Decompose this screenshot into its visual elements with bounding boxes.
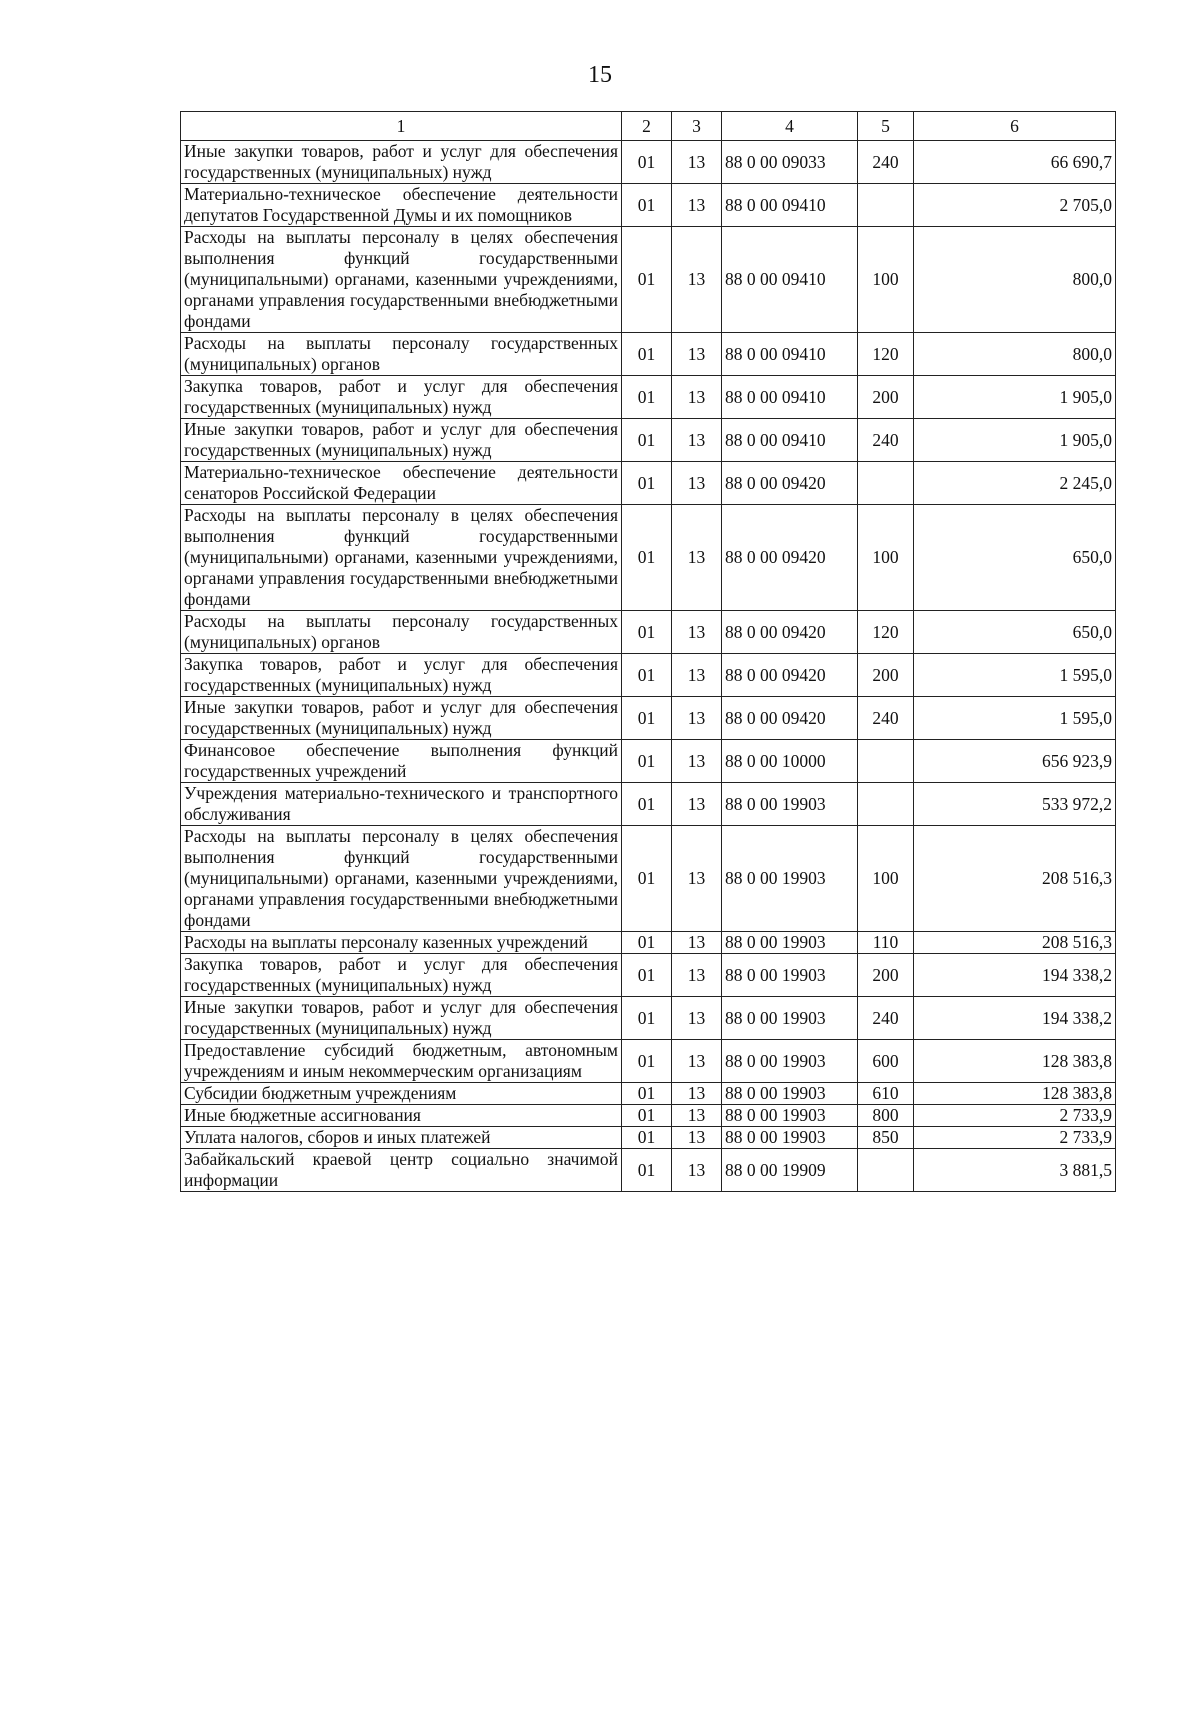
cell-amount: 800,0 xyxy=(914,333,1116,376)
cell-name: Закупка товаров, работ и услуг для обеспечения государственных (муниципальных) нужд xyxy=(181,654,622,697)
cell-target-code: 88 0 00 19903 xyxy=(722,1105,858,1127)
cell-subsection: 13 xyxy=(672,419,722,462)
cell-section: 01 xyxy=(622,932,672,954)
cell-name: Иные закупки товаров, работ и услуг для обеспечения государственных (муниципальных) нужд xyxy=(181,997,622,1040)
cell-subsection: 13 xyxy=(672,954,722,997)
cell-subsection: 13 xyxy=(672,141,722,184)
table-row xyxy=(181,1105,1116,1127)
cell-expense-type: 100 xyxy=(858,505,914,611)
cell-target-code: 88 0 00 09420 xyxy=(722,505,858,611)
cell-subsection: 13 xyxy=(672,697,722,740)
table-row xyxy=(181,997,1116,1040)
cell-expense-type xyxy=(858,184,914,227)
cell-subsection: 13 xyxy=(672,462,722,505)
table-row xyxy=(181,376,1116,419)
cell-section: 01 xyxy=(622,227,672,333)
cell-name: Забайкальский краевой центр социально значимой информации xyxy=(181,1149,622,1192)
cell-section: 01 xyxy=(622,654,672,697)
cell-target-code: 88 0 00 19903 xyxy=(722,1040,858,1083)
cell-amount: 1 905,0 xyxy=(914,419,1116,462)
cell-name: Материально-техническое обеспечение деятельности депутатов Государственной Думы и их помощников xyxy=(181,184,622,227)
header-col-3: 3 xyxy=(672,112,722,141)
cell-expense-type: 600 xyxy=(858,1040,914,1083)
cell-subsection: 13 xyxy=(672,333,722,376)
cell-name: Уплата налогов, сборов и иных платежей xyxy=(181,1127,622,1149)
cell-subsection: 13 xyxy=(672,184,722,227)
cell-section: 01 xyxy=(622,1127,672,1149)
cell-subsection: 13 xyxy=(672,654,722,697)
cell-amount: 800,0 xyxy=(914,227,1116,333)
table-row xyxy=(181,954,1116,997)
table-row xyxy=(181,740,1116,783)
cell-section: 01 xyxy=(622,419,672,462)
cell-target-code: 88 0 00 10000 xyxy=(722,740,858,783)
cell-target-code: 88 0 00 09420 xyxy=(722,611,858,654)
cell-subsection: 13 xyxy=(672,376,722,419)
cell-section: 01 xyxy=(622,697,672,740)
cell-name: Закупка товаров, работ и услуг для обеспечения государственных (муниципальных) нужд xyxy=(181,376,622,419)
cell-subsection: 13 xyxy=(672,1040,722,1083)
cell-target-code: 88 0 00 09410 xyxy=(722,376,858,419)
cell-expense-type: 610 xyxy=(858,1083,914,1105)
cell-target-code: 88 0 00 19903 xyxy=(722,1083,858,1105)
cell-subsection: 13 xyxy=(672,932,722,954)
cell-amount: 2 733,9 xyxy=(914,1127,1116,1149)
header-col-6: 6 xyxy=(914,112,1116,141)
cell-amount: 2 245,0 xyxy=(914,462,1116,505)
cell-expense-type: 800 xyxy=(858,1105,914,1127)
table-row xyxy=(181,141,1116,184)
cell-amount: 66 690,7 xyxy=(914,141,1116,184)
cell-expense-type: 110 xyxy=(858,932,914,954)
table-row xyxy=(181,1083,1116,1105)
cell-amount: 208 516,3 xyxy=(914,826,1116,932)
cell-name: Иные закупки товаров, работ и услуг для обеспечения государственных (муниципальных) нужд xyxy=(181,697,622,740)
table-row xyxy=(181,462,1116,505)
cell-amount: 2 705,0 xyxy=(914,184,1116,227)
cell-name: Расходы на выплаты персоналу казенных учреждений xyxy=(181,932,622,954)
cell-amount: 2 733,9 xyxy=(914,1105,1116,1127)
cell-target-code: 88 0 00 09410 xyxy=(722,184,858,227)
cell-amount: 208 516,3 xyxy=(914,932,1116,954)
cell-name: Иные бюджетные ассигнования xyxy=(181,1105,622,1127)
cell-subsection: 13 xyxy=(672,611,722,654)
cell-amount: 650,0 xyxy=(914,505,1116,611)
cell-amount: 194 338,2 xyxy=(914,954,1116,997)
cell-amount: 533 972,2 xyxy=(914,783,1116,826)
cell-subsection: 13 xyxy=(672,1127,722,1149)
cell-expense-type xyxy=(858,783,914,826)
cell-section: 01 xyxy=(622,184,672,227)
cell-section: 01 xyxy=(622,462,672,505)
cell-expense-type: 240 xyxy=(858,141,914,184)
cell-section: 01 xyxy=(622,1040,672,1083)
cell-target-code: 88 0 00 19903 xyxy=(722,826,858,932)
table-row xyxy=(181,1040,1116,1083)
cell-subsection: 13 xyxy=(672,1149,722,1192)
cell-amount: 1 595,0 xyxy=(914,654,1116,697)
cell-name: Финансовое обеспечение выполнения функций государственных учреждений xyxy=(181,740,622,783)
cell-expense-type: 100 xyxy=(858,826,914,932)
cell-section: 01 xyxy=(622,826,672,932)
cell-name: Учреждения материально-технического и транспортного обслуживания xyxy=(181,783,622,826)
cell-target-code: 88 0 00 09410 xyxy=(722,419,858,462)
cell-section: 01 xyxy=(622,1083,672,1105)
cell-expense-type: 240 xyxy=(858,697,914,740)
cell-amount: 1 595,0 xyxy=(914,697,1116,740)
cell-name: Расходы на выплаты персоналу государственных (муниципальных) органов xyxy=(181,611,622,654)
cell-expense-type: 200 xyxy=(858,654,914,697)
header-col-2: 2 xyxy=(622,112,672,141)
cell-name: Материально-техническое обеспечение деятельности сенаторов Российской Федерации xyxy=(181,462,622,505)
table-row xyxy=(181,1149,1116,1192)
cell-target-code: 88 0 00 19903 xyxy=(722,932,858,954)
page-number: 15 xyxy=(588,62,612,88)
cell-section: 01 xyxy=(622,1149,672,1192)
cell-name: Закупка товаров, работ и услуг для обеспечения государственных (муниципальных) нужд xyxy=(181,954,622,997)
cell-expense-type: 120 xyxy=(858,333,914,376)
cell-expense-type: 200 xyxy=(858,954,914,997)
cell-subsection: 13 xyxy=(672,505,722,611)
cell-section: 01 xyxy=(622,376,672,419)
cell-section: 01 xyxy=(622,954,672,997)
cell-target-code: 88 0 00 19903 xyxy=(722,997,858,1040)
cell-name: Расходы на выплаты персоналу в целях обеспечения выполнения функций государственными (муниципальными) органами, казенными учреждениями, органами управления государственными внебюджетными фондами xyxy=(181,505,622,611)
cell-target-code: 88 0 00 09420 xyxy=(722,462,858,505)
cell-expense-type: 100 xyxy=(858,227,914,333)
table-row xyxy=(181,932,1116,954)
cell-amount: 1 905,0 xyxy=(914,376,1116,419)
cell-expense-type: 120 xyxy=(858,611,914,654)
cell-section: 01 xyxy=(622,141,672,184)
table-row xyxy=(181,697,1116,740)
table-row xyxy=(181,333,1116,376)
cell-name: Расходы на выплаты персоналу в целях обеспечения выполнения функций государственными (муниципальными) органами, казенными учреждениями, органами управления государственными внебюджетными фондами xyxy=(181,227,622,333)
cell-expense-type xyxy=(858,462,914,505)
table-row xyxy=(181,1127,1116,1149)
cell-name: Расходы на выплаты персоналу в целях обеспечения выполнения функций государственными (муниципальными) органами, казенными учреждениями, органами управления государственными внебюджетными фондами xyxy=(181,826,622,932)
cell-amount: 194 338,2 xyxy=(914,997,1116,1040)
cell-subsection: 13 xyxy=(672,227,722,333)
table-row xyxy=(181,505,1116,611)
cell-expense-type: 200 xyxy=(858,376,914,419)
cell-section: 01 xyxy=(622,333,672,376)
cell-amount: 128 383,8 xyxy=(914,1083,1116,1105)
table-header-row xyxy=(181,112,1116,141)
cell-target-code: 88 0 00 09420 xyxy=(722,654,858,697)
cell-target-code: 88 0 00 09033 xyxy=(722,141,858,184)
cell-name: Предоставление субсидий бюджетным, автономным учреждениям и иным некоммерческим организациям xyxy=(181,1040,622,1083)
cell-target-code: 88 0 00 09410 xyxy=(722,333,858,376)
cell-section: 01 xyxy=(622,997,672,1040)
cell-section: 01 xyxy=(622,783,672,826)
table-row xyxy=(181,184,1116,227)
table-row xyxy=(181,826,1116,932)
cell-section: 01 xyxy=(622,505,672,611)
table-body xyxy=(181,141,1116,1192)
cell-target-code: 88 0 00 19903 xyxy=(722,1127,858,1149)
cell-expense-type xyxy=(858,740,914,783)
cell-target-code: 88 0 00 19909 xyxy=(722,1149,858,1192)
cell-name: Субсидии бюджетным учреждениям xyxy=(181,1083,622,1105)
table-row xyxy=(181,611,1116,654)
cell-target-code: 88 0 00 19903 xyxy=(722,954,858,997)
cell-amount: 656 923,9 xyxy=(914,740,1116,783)
cell-expense-type xyxy=(858,1149,914,1192)
cell-subsection: 13 xyxy=(672,997,722,1040)
cell-subsection: 13 xyxy=(672,783,722,826)
cell-name: Иные закупки товаров, работ и услуг для обеспечения государственных (муниципальных) нужд xyxy=(181,419,622,462)
cell-target-code: 88 0 00 09410 xyxy=(722,227,858,333)
cell-subsection: 13 xyxy=(672,1083,722,1105)
table-row xyxy=(181,654,1116,697)
cell-target-code: 88 0 00 19903 xyxy=(722,783,858,826)
cell-amount: 3 881,5 xyxy=(914,1149,1116,1192)
cell-name: Расходы на выплаты персоналу государственных (муниципальных) органов xyxy=(181,333,622,376)
cell-subsection: 13 xyxy=(672,826,722,932)
cell-subsection: 13 xyxy=(672,740,722,783)
header-col-4: 4 xyxy=(722,112,858,141)
cell-expense-type: 240 xyxy=(858,419,914,462)
cell-amount: 650,0 xyxy=(914,611,1116,654)
cell-target-code: 88 0 00 09420 xyxy=(722,697,858,740)
header-col-5: 5 xyxy=(858,112,914,141)
table-row xyxy=(181,419,1116,462)
cell-expense-type: 240 xyxy=(858,997,914,1040)
cell-section: 01 xyxy=(622,1105,672,1127)
table-row xyxy=(181,227,1116,333)
table-row xyxy=(181,783,1116,826)
cell-section: 01 xyxy=(622,740,672,783)
cell-name: Иные закупки товаров, работ и услуг для обеспечения государственных (муниципальных) нужд xyxy=(181,141,622,184)
cell-amount: 128 383,8 xyxy=(914,1040,1116,1083)
cell-expense-type: 850 xyxy=(858,1127,914,1149)
cell-subsection: 13 xyxy=(672,1105,722,1127)
header-col-1: 1 xyxy=(181,112,622,141)
cell-section: 01 xyxy=(622,611,672,654)
budget-table xyxy=(180,111,1116,1192)
